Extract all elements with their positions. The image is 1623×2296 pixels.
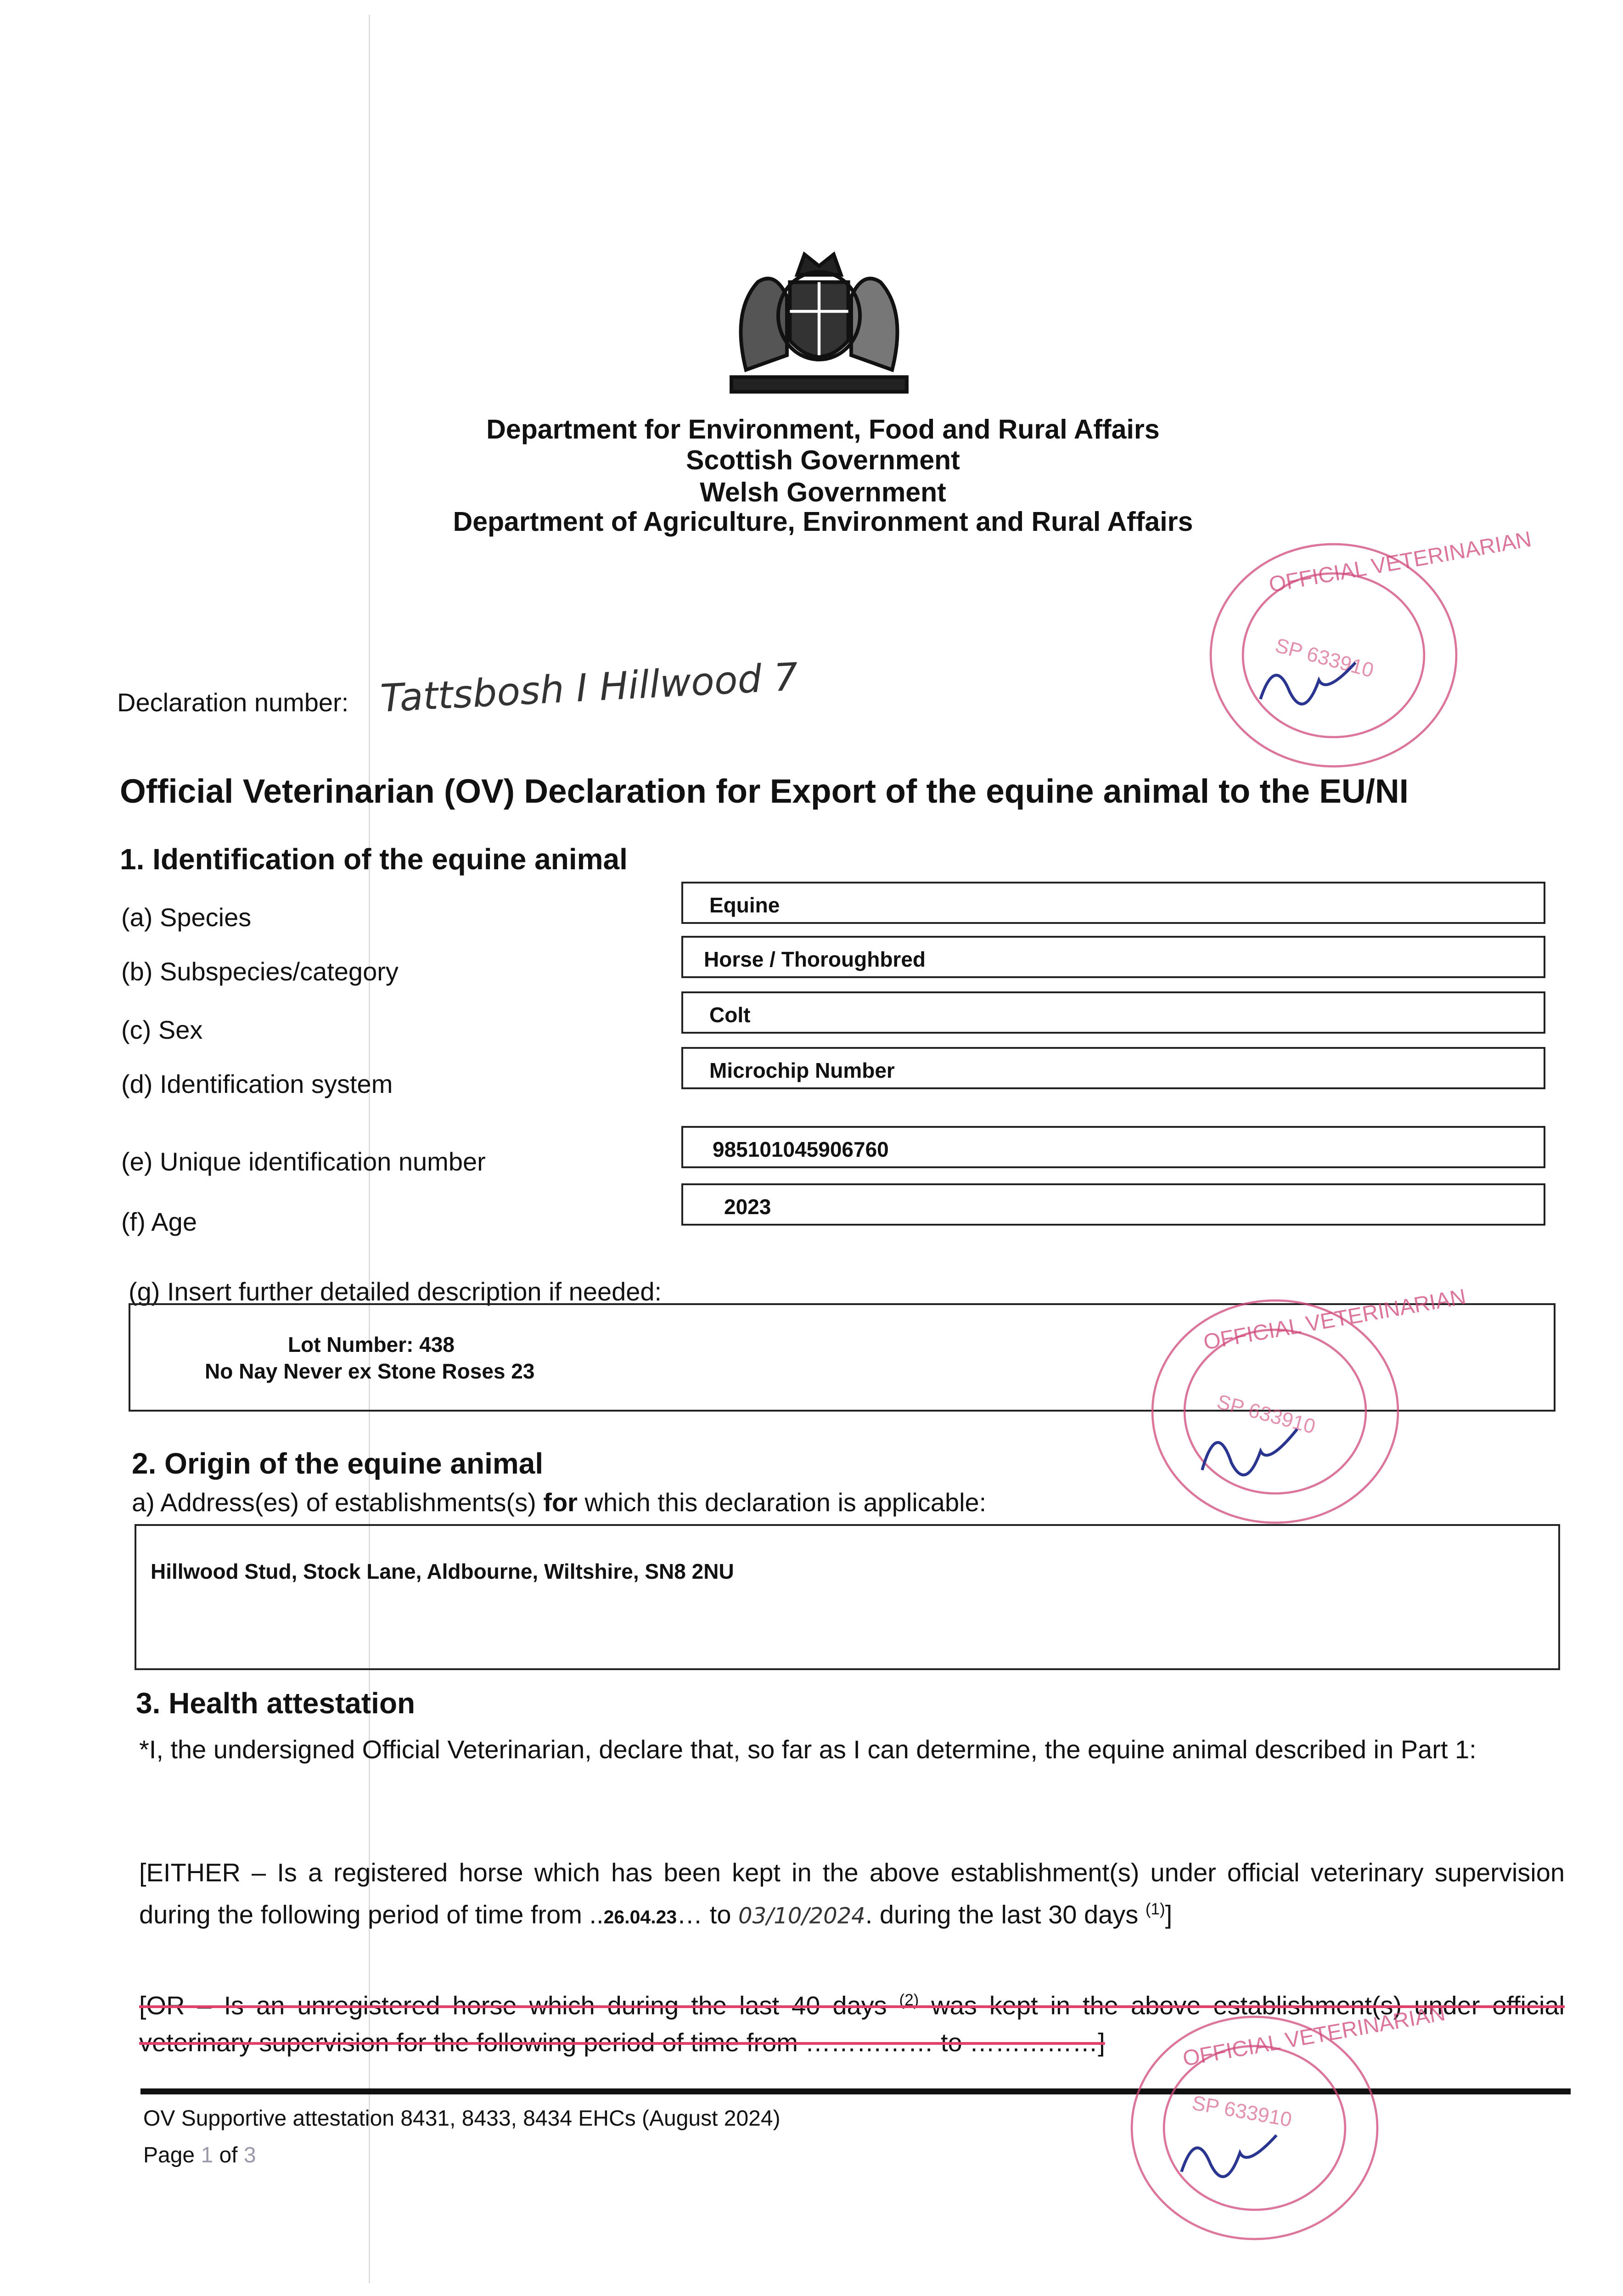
uid-label: (e) Unique identification number — [121, 1147, 486, 1176]
page-number: Page 1 of 3 — [143, 2143, 256, 2167]
id-system-field — [681, 1047, 1545, 1089]
declaration-number-label: Declaration number: — [117, 688, 349, 717]
header-dept-4: Department of Agriculture, Environment and Rural Affairs — [453, 506, 1193, 537]
either-clause: [EITHER – Is a registered horse which has been kept in the above establishment(s) under official veterinary supervision during the following period of time from ..26.04.23… to 03/10/2024. during the last 30 days $^{(1)}$] — [139, 1858, 1565, 1929]
age-label: (f) Age — [121, 1207, 197, 1236]
species-label: (a) Species — [121, 903, 252, 932]
footer-attestation: OV Supportive attestation 8431, 8433, 8434 EHCs (August 2024) — [143, 2106, 781, 2131]
sex-field — [681, 991, 1545, 1034]
address-label: a) Address(es) of establishments(s) for which this declaration is applicable: — [132, 1488, 987, 1517]
header-dept-1: Department for Environment, Food and Rural Affairs — [486, 414, 1160, 445]
declaration-number-value: Tattsbosh I Hillwood 7 — [379, 654, 799, 721]
section-3-heading: 3. Health attestation — [136, 1687, 416, 1720]
official-veterinarian-stamp — [1123, 2001, 1447, 2245]
official-veterinarian-stamp — [1202, 527, 1533, 772]
royal-coat-of-arms-icon — [717, 231, 921, 399]
svg-text:SP 633910: SP 633910 — [1190, 2092, 1294, 2132]
svg-text:OFFICIAL VETERINARIAN: OFFICIAL VETERINARIAN — [1181, 2001, 1447, 2071]
header-dept-2: Scottish Government — [686, 445, 960, 475]
address-value: Hillwood Stud, Stock Lane, Aldbourne, Wiltshire, SN8 2NU — [151, 1559, 734, 1583]
official-veterinarian-stamp — [1144, 1284, 1468, 1529]
id-system-label: (d) Identification system — [121, 1069, 393, 1098]
subspecies-label: (b) Subspecies/category — [121, 957, 399, 986]
svg-text:SP 633910: SP 633910 — [1214, 1390, 1318, 1439]
page-title: Official Veterinarian (OV) Declaration for Export of the equine animal to the EU/NI — [120, 773, 1409, 810]
subspecies-value: Horse / Thoroughbred — [704, 947, 926, 971]
section-2-heading: 2. Origin of the equine animal — [132, 1447, 544, 1480]
header-dept-3: Welsh Government — [700, 477, 946, 507]
species-field — [681, 882, 1545, 924]
further-description-label: (g) Insert further detailed description if needed: — [129, 1277, 662, 1306]
svg-text:OFFICIAL VETERINARIAN: OFFICIAL VETERINARIAN — [1267, 527, 1533, 597]
svg-text:SP 633910: SP 633910 — [1273, 634, 1376, 682]
uid-field — [681, 1126, 1545, 1168]
sex-label: (c) Sex — [121, 1015, 203, 1044]
id-system-value: Microchip Number — [709, 1058, 895, 1082]
age-field — [681, 1183, 1545, 1226]
sex-value: Colt — [709, 1003, 751, 1027]
pedigree: No Nay Never ex Stone Roses 23 — [205, 1359, 535, 1383]
age-value: 2023 — [724, 1195, 771, 1219]
svg-text:OFFICIAL VETERINARIAN: OFFICIAL VETERINARIAN — [1202, 1284, 1468, 1355]
health-intro: *I, the undersigned Official Veterinarian, declare that, so far as I can determine, the equine animal described in Part 1: — [139, 1735, 1477, 1764]
or-clause-struck: [OR – Is an unregistered horse which during the last 40 days $^{(2)}$ was kept in the above establishment(s) under official veterinary supervision for the following period of time from …………… to ……………] — [139, 1991, 1565, 2057]
lot-number: Lot Number: 438 — [288, 1333, 455, 1356]
uid-value: 985101045906760 — [713, 1137, 889, 1161]
section-1-heading: 1. Identification of the equine animal — [120, 843, 628, 876]
subspecies-field — [681, 936, 1545, 978]
address-box — [135, 1524, 1560, 1670]
species-value: Equine — [709, 893, 780, 917]
